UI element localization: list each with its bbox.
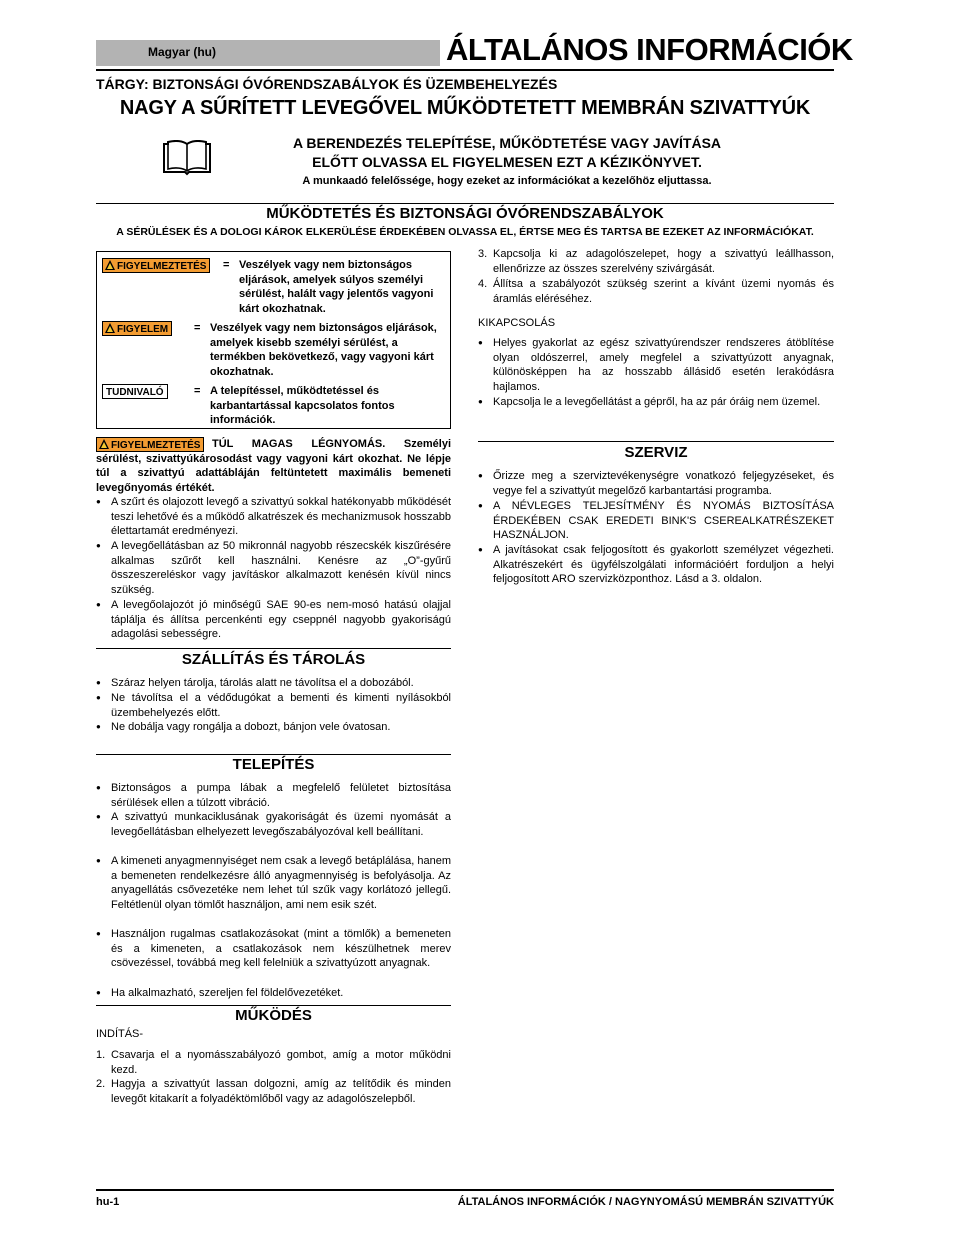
product-title: NAGY A SŰRÍTETT LEVEGŐVEL MŰKÖDTETETT MEMBRÁN SZIVATTYÚK <box>119 97 811 119</box>
list-item: ● A szűrt és olajozott levegő a szivattyú sokkal hatékonyabb működését teszi lehetővé és a működő alkatrészek és mechanizmusok hosszabb élettartamát eredményezi. <box>96 495 451 539</box>
shipping-rule <box>96 648 451 649</box>
list-item: ● Helyes gyakorlat az egész szivattyúrendszer rendszeres átöblítése olyan oldószerrel, amely megfelel a szivattyúzott anyagnak, különösképpen ha az hosszabb állásidő esetén lerakódásra hajlamos. <box>478 336 834 394</box>
list-item: ● A kimeneti anyagmennyiséget nem csak a levegő betáplálása, hanem a bemeneten rendelkezésre álló anyagmennyiség is befolyásolja. Az anyagellátás csővezetéke nem lehet túl szűk vagy korlátozó jellegű. Feltétlenül olyan tömlőt használjon, ami nem esik szét. <box>96 854 451 912</box>
list-item: ● Ne dobálja vagy rongálja a dobozt, bánjon vele óvatosan. <box>96 720 451 735</box>
list-item: ● Biztonságos a pumpa lábak a megfelelő felületet biztosítása sérülések ellen a túlzott vibráció. <box>96 781 451 810</box>
warning-triangle-icon <box>105 260 115 270</box>
service-rule <box>478 441 834 442</box>
language-bar <box>96 40 440 66</box>
numbered-step: 1. Csavarja el a nyomásszabályozó gombot, amíg a motor működni kezd. <box>96 1049 451 1076</box>
install-heading: TELEPÍTÉS <box>232 756 315 773</box>
list-item: ● A NÉVLEGES TELJESÍTMÉNY ÉS NYOMÁS BIZTOSÍTÁSA ÉRDEKÉBEN CSAK EREDETI BINK'S CSEREALKATRÉSZEKET HASZNÁLJON. <box>478 499 834 543</box>
list-item: ● A szivattyú munkaciklusának gyakoriságát és üzemi nyomását a levegőellátásban elhelyezett levegőszabályozóval kell beállítani. <box>96 810 451 839</box>
equals-sign: = <box>194 385 201 397</box>
numbered-step: 4. Állítsa a szabályozót szükség szerint a kívánt üzemi nyomás és áramlás eléréséhez. <box>478 278 834 305</box>
warning-badge: FIGYELMEZTETÉS <box>96 437 204 452</box>
caution-definition: Veszélyek vagy nem biztonságos eljárások, amelyek kisebb személyi sérülést, a termékben bekövetkező, vagy vagyoni kárt okozhatnak. <box>210 322 437 378</box>
pressure-warning-text: TÚL MAGAS LÉGNYOMÁS. Személyi sérülést, szivattyúkárosodást vagy vagyoni kárt okozhat. Ne lépje túl a szivattyú adattábláján feltüntetett maximális bemeneti levegőnyomás értékét. <box>96 438 451 494</box>
footer-rule <box>96 1189 834 1191</box>
language-label: Magyar (hu) <box>148 45 217 59</box>
list-item: ● Ne távolítsa el a védődugókat a bementi és kimenti nyílásokból üzembehelyezés előtt. <box>96 691 451 720</box>
list-item: ● Őrizze meg a szerviztevékenységre vonatkozó feljegyzéseket, és vegye fel a szivattyút megelőző karbantartási programba. <box>478 469 834 498</box>
list-item: ● A levegőolajozót jó minőségű SAE 90-es nem-mosó hatású olajjal táplálja és állítsa percenkénti egy cseppnél nagyobb gyakoriságú adagolási sebességre. <box>96 598 451 642</box>
read-notice-line1: A BERENDEZÉS TELEPÍTÉSE, MŰKÖDTETÉSE VAGY JAVÍTÁSA <box>292 135 722 151</box>
read-notice-line2: ELŐTT OLVASSA EL FIGYELMESEN EZT A KÉZIKÖNYVET. <box>312 154 702 170</box>
list-item: ● Ha alkalmazható, szereljen fel földelővezetéket. <box>96 986 451 1001</box>
subject-line: TÁRGY: BIZTONSÁGI ÓVÓRENDSZABÁLYOK ÉS ÜZEMBEHELYEZÉS <box>96 76 558 92</box>
manual-book-icon <box>162 140 212 176</box>
stop-label: KIKAPCSOLÁS <box>478 317 556 329</box>
numbered-step: 2. Hagyja a szivattyút lassan dolgozni, amíg az telítődik és minden levegőt kitakarít a folyadéktömlőből vagy az adagolószelepből. <box>96 1078 451 1105</box>
pressure-warning <box>96 437 451 497</box>
list-item: ● A javításokat csak feljogosított és gyakorlott személyzet végezheti. Alkatrészekért és ügyfélszolgálati információért forduljon a helyi feljogosított ARO szervizközponthoz. Lásd a 3. oldalon. <box>478 543 834 587</box>
list-item: ● A levegőellátásban az 50 mikronnál nagyobb részecskék kiszűrésére alkalmas szűrőt kell használni. Kenésre az „O”-gyűrű összeszereléskor vagy javításkor alkalmazott kenésén kívül nincs szükség. <box>96 539 451 597</box>
list-item: ● Száraz helyen tárolja, tárolás alatt ne távolítsa el a dobozából. <box>96 676 451 691</box>
safety-rule <box>96 203 834 204</box>
list-item: ● Használjon rugalmas csatlakozásokat (mint a tömlők) a bemeneten és a kimeneten, a csatlakozások nem készülhetnek merev csövezéssel, továbbá meg kell felelniük a szivattyúzott anyagnak. <box>96 927 451 971</box>
read-notice-note: A munkaadó felelőssége, hogy ezeket az információkat a kezelőhöz eljuttassa. <box>302 175 712 187</box>
notice-badge: TUDNIVALÓ <box>102 384 168 399</box>
hazard-definitions-box <box>96 251 451 429</box>
footer-title: ÁLTALÁNOS INFORMÁCIÓK / NAGYNYOMÁSÚ MEMBRÁN SZIVATTYÚK <box>457 1196 834 1208</box>
warning-triangle-icon <box>105 323 115 333</box>
numbered-step: 3. Kapcsolja ki az adagolószelepet, hogy a szivattyú leállhasson, ellenőrizze az összes szerelvény szivárgását. <box>478 248 834 275</box>
page-title: ÁLTALÁNOS INFORMÁCIÓK <box>446 32 853 67</box>
install-rule <box>96 754 451 755</box>
warning-badge: FIGYELMEZTETÉS <box>102 258 210 273</box>
caution-badge: FIGYELEM <box>102 321 172 336</box>
warning-definition: Veszélyek vagy nem biztonságos eljárások, amelyek súlyos személyi sérülést, halált vagy jelentős vagyoni kárt okozhatnak. <box>239 259 434 315</box>
list-item: ● Kapcsolja le a levegőellátást a gépről, ha az pár óráig nem üzemel. <box>478 395 834 410</box>
safety-subline: A SÉRÜLÉSEK ÉS A DOLOGI KÁROK ELKERÜLÉSE ÉRDEKÉBEN OLVASSA EL, ÉRTSE MEG ÉS TARTSA BE EZEKET AZ INFORMÁCIÓKAT. <box>116 226 814 238</box>
service-heading: SZERVIZ <box>624 444 688 461</box>
operation-rule <box>96 1005 451 1006</box>
equals-sign: = <box>223 259 230 271</box>
notice-definition: A telepítéssel, működtetéssel és karbantartással kapcsolatos fontos információk. <box>210 385 395 426</box>
page-number: hu-1 <box>96 1196 120 1208</box>
shipping-heading: SZÁLLÍTÁS ÉS TÁROLÁS <box>181 651 366 668</box>
start-label: INDÍTÁS- <box>96 1028 144 1040</box>
header-rule <box>96 69 834 71</box>
operation-heading: MŰKÖDÉS <box>235 1007 312 1024</box>
equals-sign: = <box>194 322 201 334</box>
safety-heading: MŰKÖDTETÉS ÉS BIZTONSÁGI ÓVÓRENDSZABÁLYOK <box>266 205 664 222</box>
